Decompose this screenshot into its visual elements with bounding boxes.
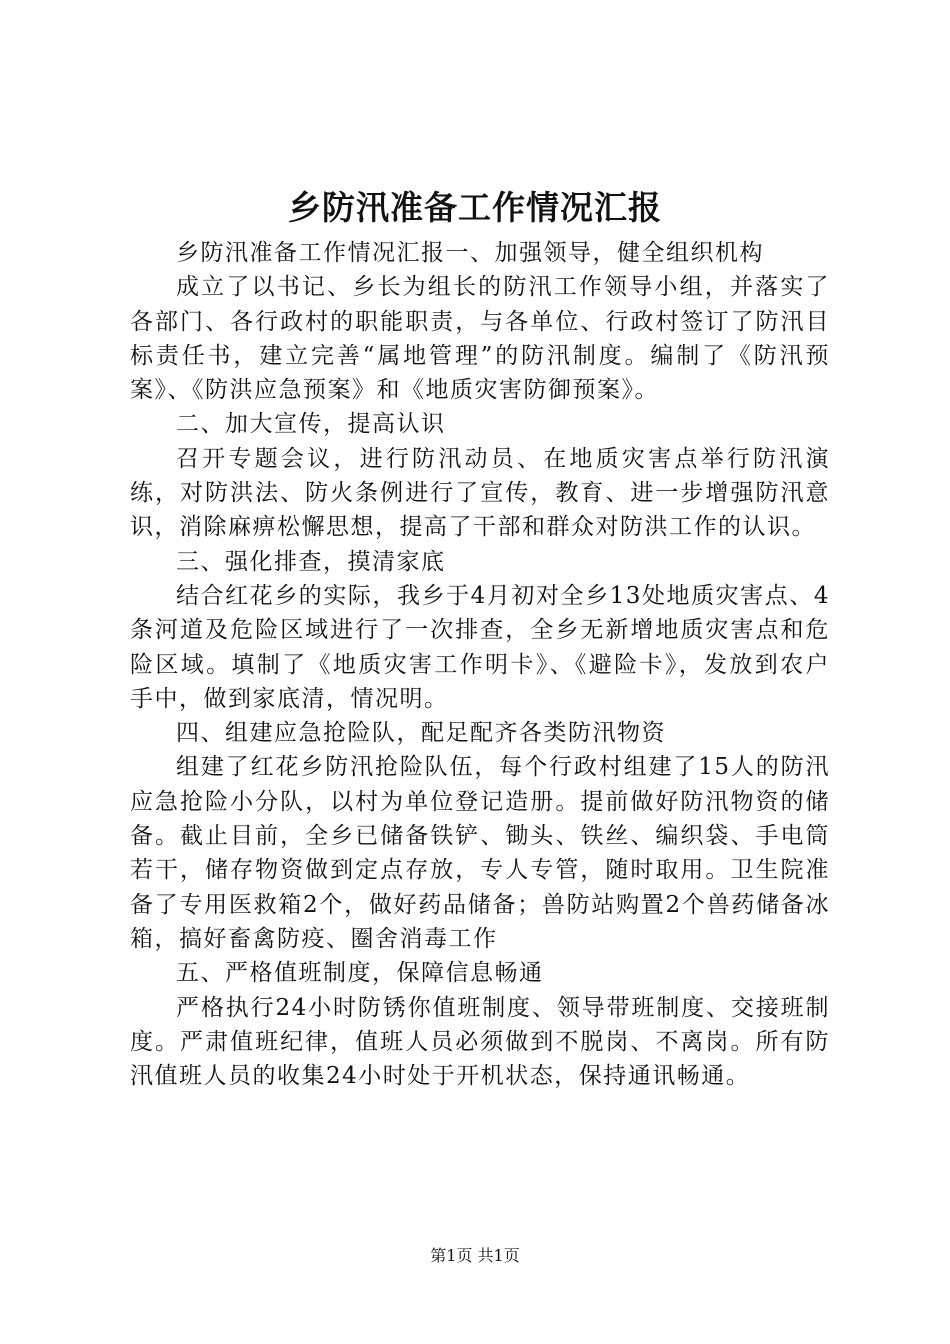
paragraph-4: 结合红花乡的实际，我乡于4月初对全乡13处地质灾害点、4条河道及危险区域进行了一次排查，全乡无新增地质灾害点和危险区域。填制了《地质灾害工作明卡》、《避险卡》，发放到农户手中，做到家底清，情况明。 [130, 582, 830, 712]
paragraph-1: 乡防汛准备工作情况汇报一、加强领导，健全组织机构 [176, 240, 764, 266]
page-title: 乡防汛准备工作情况汇报 [288, 188, 662, 227]
paragraph-5: 组建了红花乡防汛抢险队伍，每个行政村组建了15人的防汛应急抢险小分队，以村为单位登记造册。提前做好防汛物资的储备。截止目前，全乡已储备铁铲、锄头、铁丝、编织袋、手电筒若干，储存物资做到定点存放，专人专管，随时取用。卫生院准备了专用医救箱2个，做好药品储备；兽防站购置2个兽药储备冰箱，搞好畜禽防疫、圈舍消毒工作 [130, 754, 830, 952]
paragraph-3: 召开专题会议，进行防汛动员、在地质灾害点举行防汛演练，对防洪法、防火条例进行了宣传，教育、进一步增强防汛意识，消除麻痹松懈思想，提高了干部和群众对防洪工作的认识。 [130, 445, 830, 541]
document-body [130, 236, 830, 1093]
page-footer: 第1页 共1页 [430, 1246, 520, 1265]
paragraph-2: 成立了以书记、乡长为组长的防汛工作领导小组，并落实了各部门、各行政村的职能职责，与各单位、行政村签订了防汛目标责任书，建立完善“属地管理”的防汛制度。编制了《防汛预案》、《防洪应急预案》和《地质灾害防御预案》。 [130, 274, 830, 404]
section-heading-2: 二、加大宣传，提高认识 [176, 411, 446, 438]
section-heading-3: 三、强化排查，摸清家底 [176, 548, 446, 575]
section-heading-4: 四、组建应急抢险队，配足配齐各类防汛物资 [176, 720, 666, 747]
section-heading-5: 五、严格值班制度，保障信息畅通 [176, 960, 544, 987]
paragraph-6: 严格执行24小时防锈你值班制度、领导带班制度、交接班制度。严肃值班纪律，值班人员必须做到不脱岗、不离岗。所有防汛值班人员的收集24小时处于开机状态，保持通讯畅通。 [130, 994, 830, 1090]
